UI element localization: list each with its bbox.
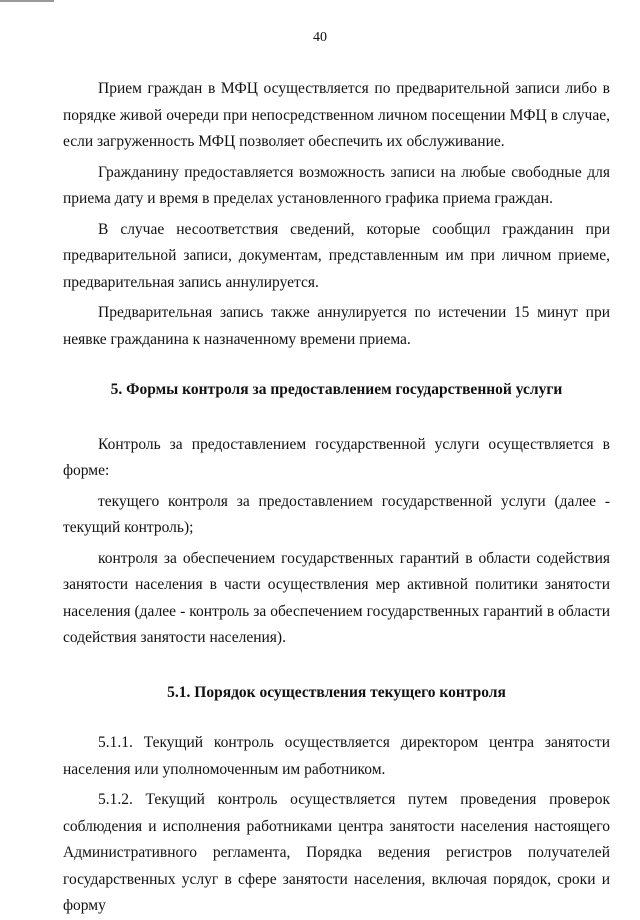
paragraph: контроля за обеспечением государственных гарантий в области содействия занятости населения в части осуществления мер активной политики занятости населения (далее - контроль за обеспечением государственных гарантий в области содействия занятости населения). <box>63 549 610 646</box>
document-body <box>63 76 610 920</box>
paragraph: 5.1.1. Текущий контроль осуществляется директором центра занятости населения или уполномоченным им работником. <box>63 734 610 778</box>
section-heading: 5. Формы контроля за предоставлением государственной услуги <box>110 381 563 398</box>
paragraph: Контроль за предоставлением государственной услуги осуществляется в форме: <box>63 435 610 479</box>
paragraph: 5.1.2. Текущий контроль осуществляется путем проведения проверок соблюдения и исполнения работниками центра занятости населения настоящего Административного регламента, Порядка ведения регистров получателей государственных услуг в сфере занятости населения, включая порядок, сроки и форму <box>63 791 610 914</box>
paragraph: текущего контроля за предоставлением государственной услуги (далее - текущий контроль); <box>63 492 610 536</box>
scan-edge-mark <box>0 0 54 2</box>
subsection-heading: 5.1. Порядок осуществления текущего контроля <box>167 683 506 701</box>
paragraph: Предварительная запись также аннулируется по истечении 15 минут при неявке гражданина к назначенному времени приема. <box>63 304 610 348</box>
page-number: 40 <box>313 30 327 45</box>
paragraph: Гражданину предоставляется возможность записи на любые свободные для приема дату и время в пределах установленного графика приема граждан. <box>63 163 610 207</box>
paragraph: В случае несоответствия сведений, которые сообщил гражданин при предварительной записи, документам, представленным им при личном приеме, предварительная запись аннулируется. <box>63 220 610 291</box>
paragraph: Прием граждан в МФЦ осуществляется по предварительной записи либо в порядке живой очереди при непосредственном личном посещении МФЦ в случае, если загруженность МФЦ позволяет обеспечить их обслуживание. <box>63 80 610 150</box>
